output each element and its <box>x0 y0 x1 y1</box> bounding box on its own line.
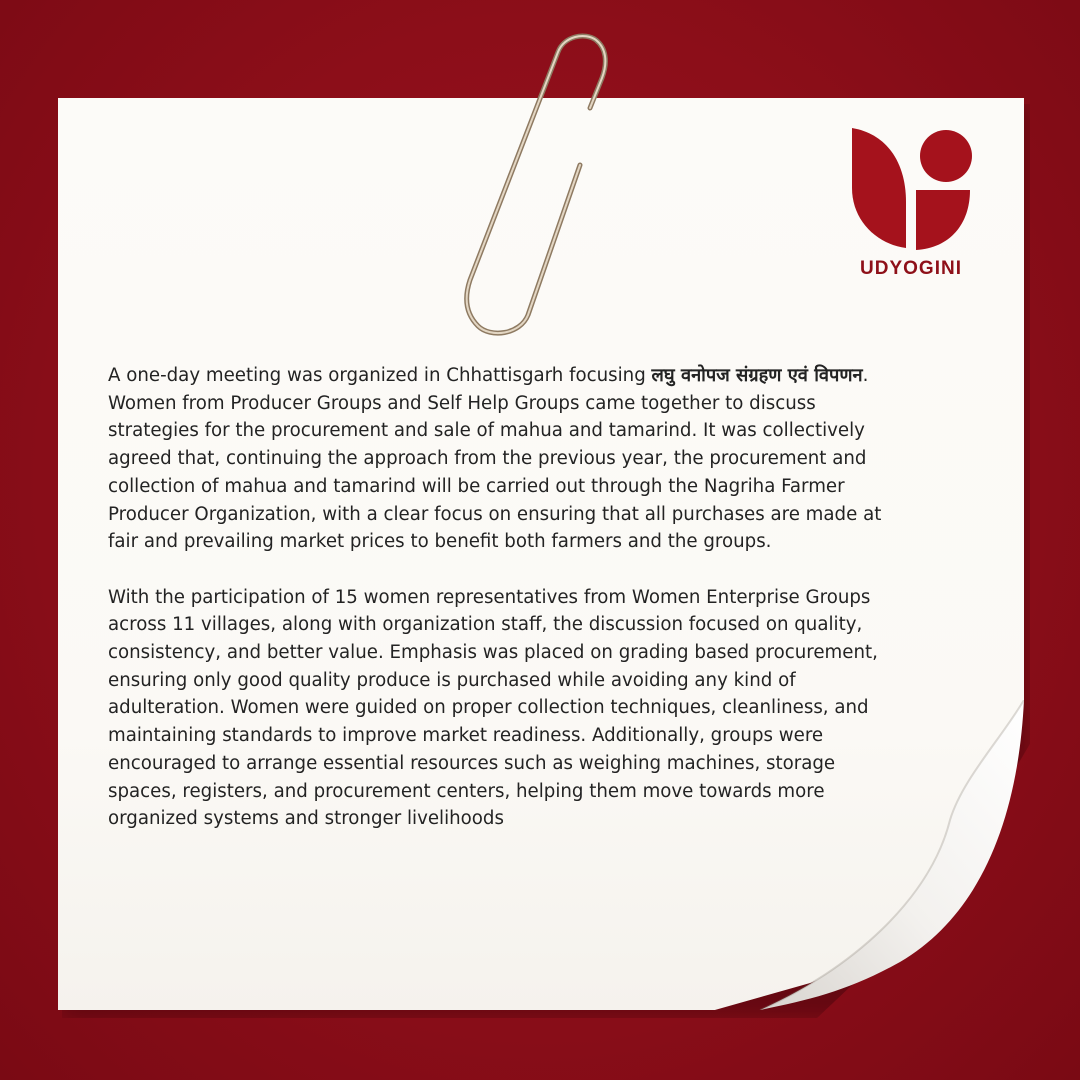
paperclip-icon <box>440 30 630 350</box>
paragraph-1-intro: A one-day meeting was organized in Chhattisgarh focusing <box>108 365 652 386</box>
article-body <box>108 362 898 833</box>
hindi-highlight: लघु वनोपज संग्रहण एवं विपणन <box>651 365 863 386</box>
paragraph-2: With the participation of 15 women representatives from Women Enterprise Groups across 11 villages, along with organization staff, the discussion focused on quality, consistency, and better value. Emphasis was placed on grading based procurement, ensuring only good quality produce is purchased while avoiding any kind of adulteration. Women were guided on proper collection techniques, cleanliness, and maintaining standards to improve market readiness. Additionally, groups were encouraged to arrange essential resources such as weighing machines, storage spaces, registers, and procurement centers, helping them move towards more organized systems and stronger livelihoods <box>108 586 878 830</box>
paragraph-1-rest: . Women from Producer Groups and Self Help Groups came together to discuss strategies for the procurement and sale of mahua and tamarind. It was collectively agreed that, continuing the approach from the previous year, the procurement and collection of mahua and tamarind will be carried out through the Nagriha Farmer Producer Organization, with a clear focus on ensuring that all purchases are made at fair and prevailing market prices to benefit both farmers and the groups. <box>108 365 882 553</box>
paragraph-1 <box>108 362 898 556</box>
brand-name: UDYOGINI <box>860 258 962 279</box>
